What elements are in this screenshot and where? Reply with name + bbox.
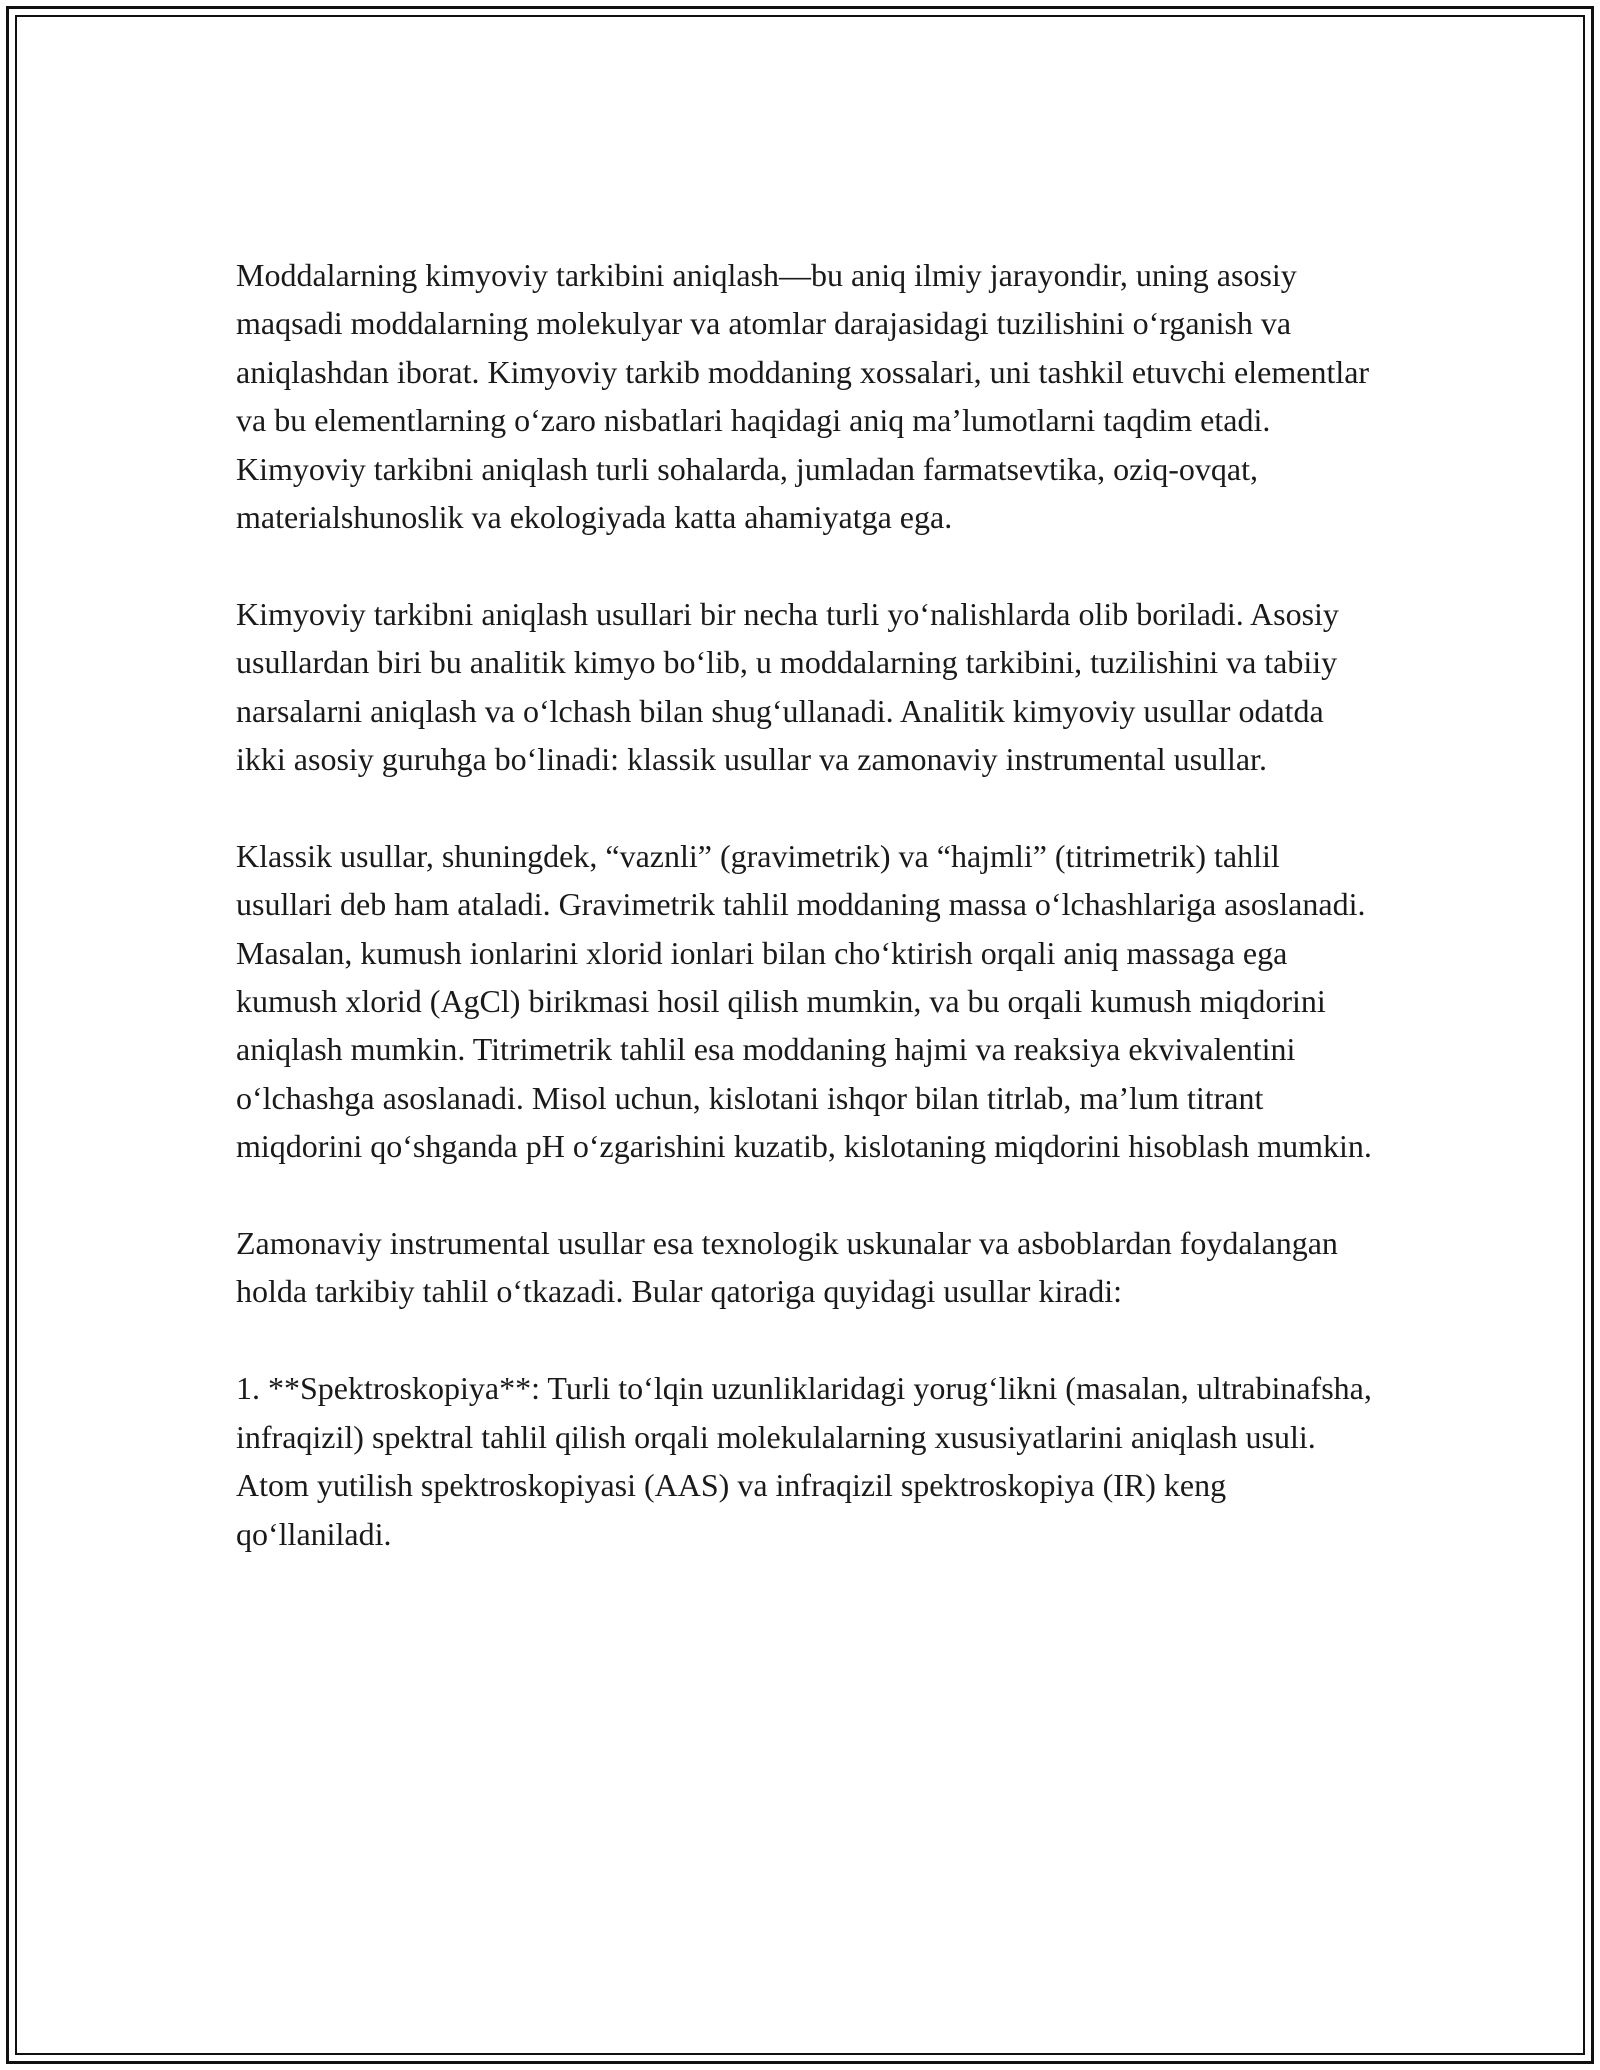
document-body [236, 251, 1376, 1558]
paragraph-instrumental-methods: Zamonaviy instrumental usullar esa texnologik uskunalar va asboblardan foydalangan holda tarkibiy tahlil o‘tkazadi. Bular qatoriga quyidagi usullar kiradi: [236, 1225, 1338, 1310]
paragraph-analytical-methods: Kimyoviy tarkibni aniqlash usullari bir necha turli yo‘nalishlarda olib boriladi. Asosiy usullardan biri bu analitik kimyo bo‘lib, u moddalarning tarkibini, tuzilishini va tabiiy narsalarni aniqlash va o‘lchash bilan shug‘ullanadi. Analitik kimyoviy usullar odatda ikki asosiy guruhga bo‘linadi: klassik usullar va zamonaviy instrumental usullar. [236, 595, 1339, 778]
paragraph-intro: Moddalarning kimyoviy tarkibini aniqlash—bu aniq ilmiy jarayondir, uning asosiy maqsadi moddalarning molekulyar va atomlar darajasidagi tuzilishini o‘rganish va aniqlashdan iborat. Kimyoviy tarkib moddaning xossalari, uni tashkil etuvchi elementlar va bu elementlarning o‘zaro nisbatlari haqidagi aniq ma’lumotlarni taqdim etadi. Kimyoviy tarkibni aniqlash turli sohalarda, jumladan farmatsevtika, oziq-ovqat, materialshunoslik va ekologiyada katta ahamiyatga ega. [236, 257, 1370, 536]
list-item-spectroscopy: 1. **Spektroskopiya**: Turli to‘lqin uzunliklaridagi yorug‘likni (masalan, ultrabinafsha, infraqizil) spektral tahlil qilish orqali molekulalarning xususiyatlarini aniqlash usuli. Atom yutilish spektroskopiyasi (AAS) va infraqizil spektroskopiya (IR) keng qo‘llaniladi. [236, 1370, 1372, 1552]
paragraph-classic-methods: Klassik usullar, shuningdek, “vaznli” (gravimetrik) va “hajmli” (titrimetrik) tahlil usullari deb ham ataladi. Gravimetrik tahlil moddaning massa o‘lchashlariga asoslanadi. Masalan, kumush ionlarini xlorid ionlari bilan cho‘ktirish orqali aniq massaga ega kumush xlorid (AgCl) birikmasi hosil qilish mumkin, va bu orqali kumush miqdorini aniqlash mumkin. Titrimetrik tahlil esa moddaning hajmi va reaksiya ekvivalentini o‘lchashga asoslanadi. Misol uchun, kislotani ishqor bilan titrlab, ma’lum titrant miqdorini qo‘shganda pH o‘zgarishini kuzatib, kislotaning miqdorini hisoblash mumkin. [236, 837, 1372, 1165]
